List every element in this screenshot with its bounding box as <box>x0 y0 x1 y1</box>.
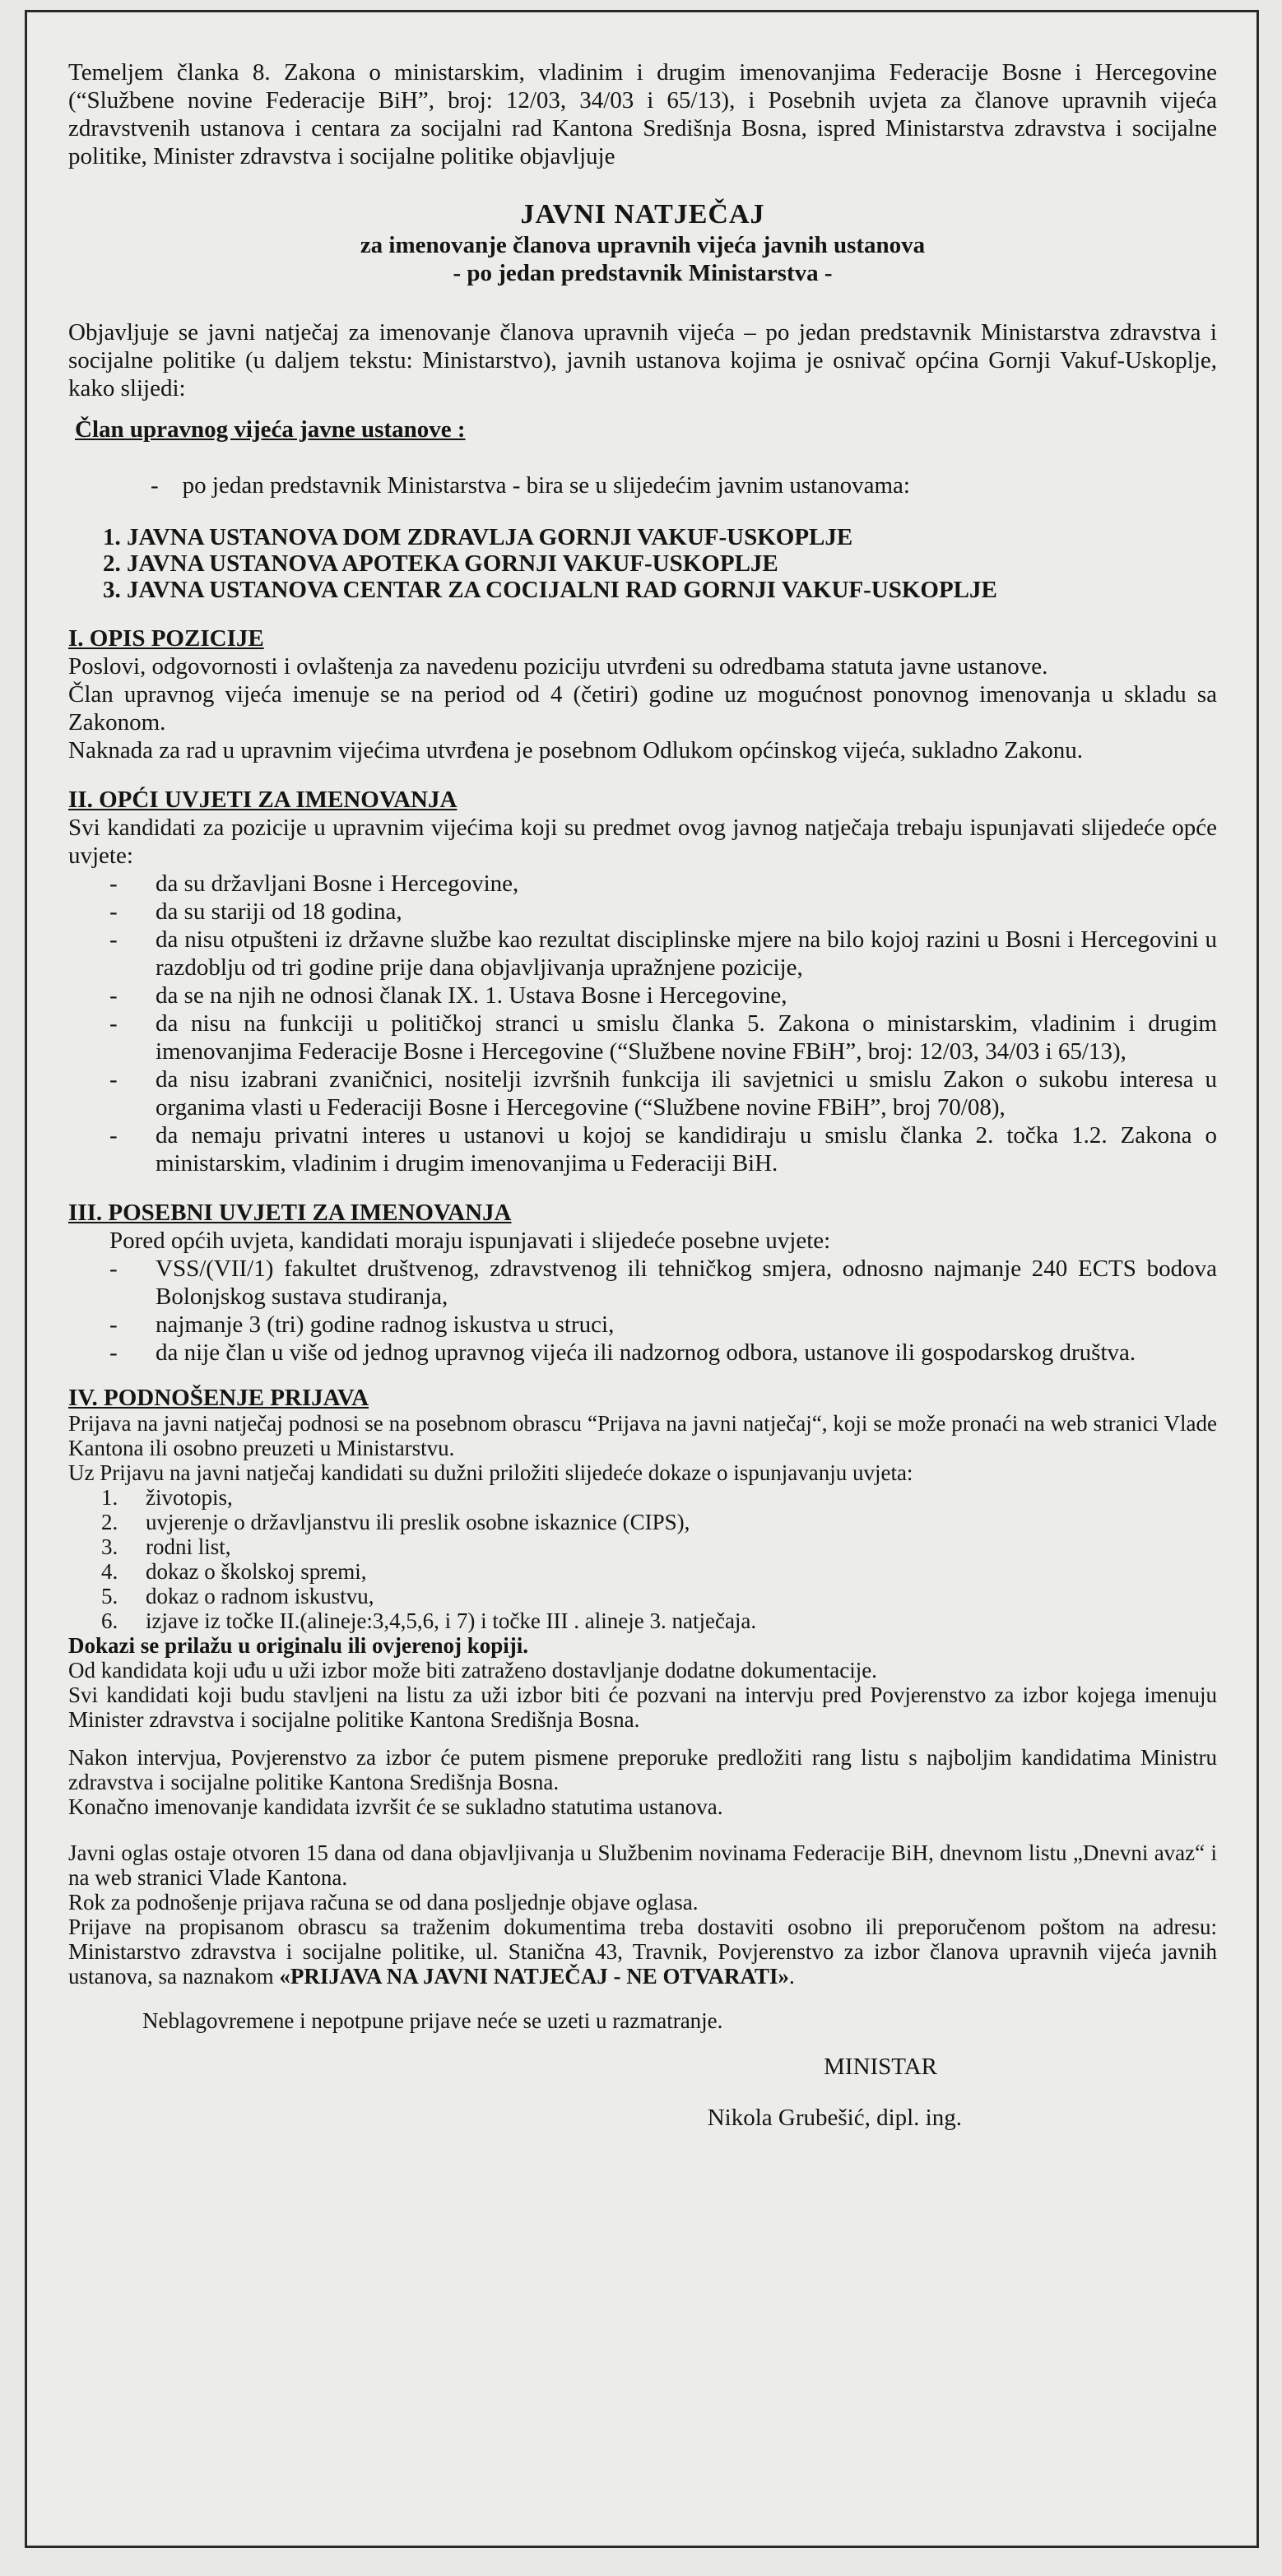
section-1-paragraph: Poslovi, odgovornosti i ovlaštenja za navedenu poziciju utvrđeni su odredbama statuta javne ustanove. <box>68 653 1048 680</box>
general-conditions-list <box>68 870 1217 1177</box>
intro-paragraph: Temeljem članka 8. Zakona o ministarskim, vladinim i drugim imenovanjima Federacije Bosne i Hercegovine (“Službene novine Federacije BiH”, broj: 12/03, 34/03 i 65/13), i Posebnih uvjeta za članove upravnih vijeća zdravstvenih ustanova i centara za socijalni rad Kantona Središnja Bosna, ispred Ministarstva zdravstva i socijalne politike, Minister zdravstva i socijalne politike objavljuje <box>68 59 1217 169</box>
item-number: 4. <box>101 1559 118 1584</box>
section-4-paragraph: Nakon intervjua, Povjerenstvo za izbor će putem pismene preporuke predložiti rang listu s najboljim kandidatima Ministru zdravstva i socijalne politike Kantona Središnja Bosna. <box>68 1745 1217 1794</box>
signature-name: Nikola Grubešić, dipl. ing. <box>707 2105 962 2131</box>
list-item <box>101 1559 1217 1584</box>
member-heading: Član upravnog vijeća javne ustanove : <box>75 416 466 443</box>
item-number: 3. <box>101 1534 118 1559</box>
announcement-paragraph: Objavljuje se javni natječaj za imenovanje članova upravnih vijeća – po jedan predstavnik Ministarstva zdravstva i socijalne politike (u daljem tekstu: Ministarstvo), javnih ustanova kojima je osnivač općina Gornji Vakuf-Uskoplje, kako slijedi: <box>68 319 1217 401</box>
member-line-text: po jedan predstavnik Ministarstva - bira se u slijedećim javnim ustanovama: <box>182 472 910 499</box>
section-4-paragraph: Svi kandidati koji budu stavljeni na listu za uži izbor biti će pozvani na intervju pred Povjerenstvo za izbor kojega imenuju Minister zdravstva i socijalne politike Kantona Središnja Bosna. <box>68 1683 1217 1732</box>
section-3-heading: III. POSEBNI UVJETI ZA IMENOVANJA <box>68 1200 512 1226</box>
item-text: dokaz o radnom iskustvu, <box>146 1584 374 1608</box>
document-subtitle-1: za imenovanje članova upravnih vijeća javnih ustanova <box>360 232 926 258</box>
item-number: 5. <box>101 1584 118 1608</box>
institution-item: 1. JAVNA USTANOVA DOM ZDRAVLJA GORNJI VAKUF-USKOPLJE <box>103 524 853 550</box>
member-line <box>68 471 1217 499</box>
submission-paragraph <box>68 1915 1217 1989</box>
list-item: - VSS/(VII/1) fakultet društvenog, zdravstvenog ili tehničkog smjera, odnosno najmanje 240 ECTS bodova Bolonjskog sustava studiranja, <box>109 1255 1217 1311</box>
list-item: - najmanje 3 (tri) godine radnog iskustva u struci, <box>109 1311 1217 1339</box>
list-item: - da su državljani Bosne i Hercegovine, <box>109 870 1217 898</box>
list-item <box>101 1485 1217 1510</box>
list-item: - da se na njih ne odnosi članak IX. 1. Ustava Bosne i Hercegovine, <box>109 982 1217 1010</box>
originals-note: Dokazi se prilažu u originalu ili ovjerenoj kopiji. <box>68 1633 529 1658</box>
special-conditions-list <box>68 1255 1217 1367</box>
documents-list <box>68 1485 1217 1633</box>
section-4-paragraph: Prijava na javni natječaj podnosi se na posebnom obrascu “Prijava na javni natječaj“, koji se može pronaći na web stranici Vlade Kantona ili osobno preuzeti u Ministarstvu. <box>68 1411 1217 1460</box>
list-item: - da nije član u više od jednog upravnog vijeća ili nadzornog odbora, ustanove ili gospodarskog društva. <box>109 1339 1217 1367</box>
institution-list <box>68 524 1217 603</box>
item-text: izjave iz točke II.(alineje:3,4,5,6, i 7) i točke III . alineje 3. natječaja. <box>146 1608 757 1633</box>
section-1-paragraph: Naknada za rad u upravnim vijećima utvrđena je posebnom Odlukom općinskog vijeća, sukladno Zakonu. <box>68 737 1083 764</box>
section-4-paragraph: Od kandidata koji uđu u uži izbor može biti zatraženo dostavljanje dodatne dokumentacije. <box>68 1658 877 1683</box>
list-item <box>101 1534 1217 1559</box>
late-applications-note: Neblagovremene i nepotpune prijave neće se uzeti u razmatranje. <box>142 2008 723 2033</box>
document-title: JAVNI NATJEČAJ <box>520 199 765 230</box>
section-4-paragraph: Uz Prijavu na javni natječaj kandidati su dužni priložiti slijedeće dokaze o ispunjavanju uvjeta: <box>68 1460 913 1485</box>
section-2-heading: II. OPĆI UVJETI ZA IMENOVANJA <box>68 787 458 813</box>
section-1-heading: I. OPIS POZICIJE <box>68 625 264 652</box>
section-3-intro: Pored općih uvjeta, kandidati moraju ispunjavati i slijedeće posebne uvjete: <box>109 1228 831 1254</box>
section-4-paragraph: Konačno imenovanje kandidata izvršit će se sukladno statutima ustanova. <box>68 1794 723 1819</box>
envelope-label: «PRIJAVA NA JAVNI NATJEČAJ - NE OTVARATI» <box>279 1964 790 1989</box>
submission-text: Prijave na propisanom obrascu sa traženim dokumentima treba dostaviti osobno ili preporučenom poštom na adresu: Ministarstvo zdravstva i socijalne politike, ul. Stanična 43, Travnik, Povjerenstvo za izbor članova upravnih vijeća javnih ustanova, sa naznakom <box>68 1915 1217 1989</box>
section-4-heading: IV. PODNOŠENJE PRIJAVA <box>68 1385 369 1411</box>
item-text: dokaz o školskoj spremi, <box>146 1559 367 1584</box>
item-number: 6. <box>101 1608 118 1633</box>
list-item: - da nisu na funkciji u političkoj stranci u smislu članka 5. Zakona o ministarskim, vladinim i drugim imenovanjima Federacije Bosne i Hercegovine (“Službene novine FBiH”, broj: 12/03, 34/03 i 65/13), <box>109 1010 1217 1065</box>
list-item: - da nisu otpušteni iz državne službe kao rezultat disciplinske mjere na bilo kojoj razini u Bosni i Hercegovini u razdoblju od tri godine prije dana objavljivanja upražnjene pozicije, <box>109 926 1217 982</box>
list-item: - da nemaju privatni interes u ustanovi u kojoj se kandidiraju u smislu članka 2. točka 1.2. Zakona o ministarskim, vladinim i drugim imenovanjima u Federaciji BiH. <box>109 1121 1217 1177</box>
section-2-intro: Svi kandidati za pozicije u upravnim vijećima koji su predmet ovog javnog natječaja trebaju ispunjavati slijedeće opće uvjete: <box>68 815 1217 869</box>
item-text: rodni list, <box>146 1534 231 1559</box>
dash-marker: - <box>151 472 159 499</box>
submission-end: . <box>789 1964 795 1989</box>
institution-item: 2. JAVNA USTANOVA APOTEKA GORNJI VAKUF-USKOPLJE <box>103 550 778 577</box>
item-text: životopis, <box>146 1485 233 1510</box>
document-subtitle-2: - po jedan predstavnik Ministarstva - <box>453 260 833 286</box>
list-item <box>101 1584 1217 1608</box>
item-text: uvjerenje o državljanstvu ili preslik osobne iskaznice (CIPS), <box>146 1510 690 1534</box>
signature-role: MINISTAR <box>824 2054 937 2080</box>
institution-item: 3. JAVNA USTANOVA CENTAR ZA COCIJALNI RAD GORNJI VAKUF-USKOPLJE <box>103 577 997 603</box>
item-number: 1. <box>101 1485 118 1510</box>
list-item: - da nisu izabrani zvaničnici, nositelji izvršnih funkcija ili savjetnici u smislu Zakon o sukobu interesa u organima vlasti u Federaciji Bosne i Hercegovine (“Službene novine FBiH”, broj 70/08), <box>109 1065 1217 1121</box>
section-4-paragraph: Rok za podnošenje prijava računa se od dana posljednje objave oglasa. <box>68 1890 699 1915</box>
section-4 <box>68 1385 1217 2033</box>
section-4-paragraph: Javni oglas ostaje otvoren 15 dana od dana objavljivanja u Službenim novinama Federacije BiH, dnevnom listu „Dnevni avaz“ i na web stranici Vlade Kantona. <box>68 1840 1217 1890</box>
document-page <box>25 10 1259 2548</box>
item-number: 2. <box>101 1510 118 1534</box>
section-1-paragraph: Član upravnog vijeća imenuje se na period od 4 (četiri) godine uz mogućnost ponovnog imenovanja u skladu sa Zakonom. <box>68 681 1217 736</box>
list-item <box>101 1510 1217 1534</box>
list-item: - da su stariji od 18 godina, <box>109 898 1217 926</box>
list-item <box>101 1608 1217 1633</box>
